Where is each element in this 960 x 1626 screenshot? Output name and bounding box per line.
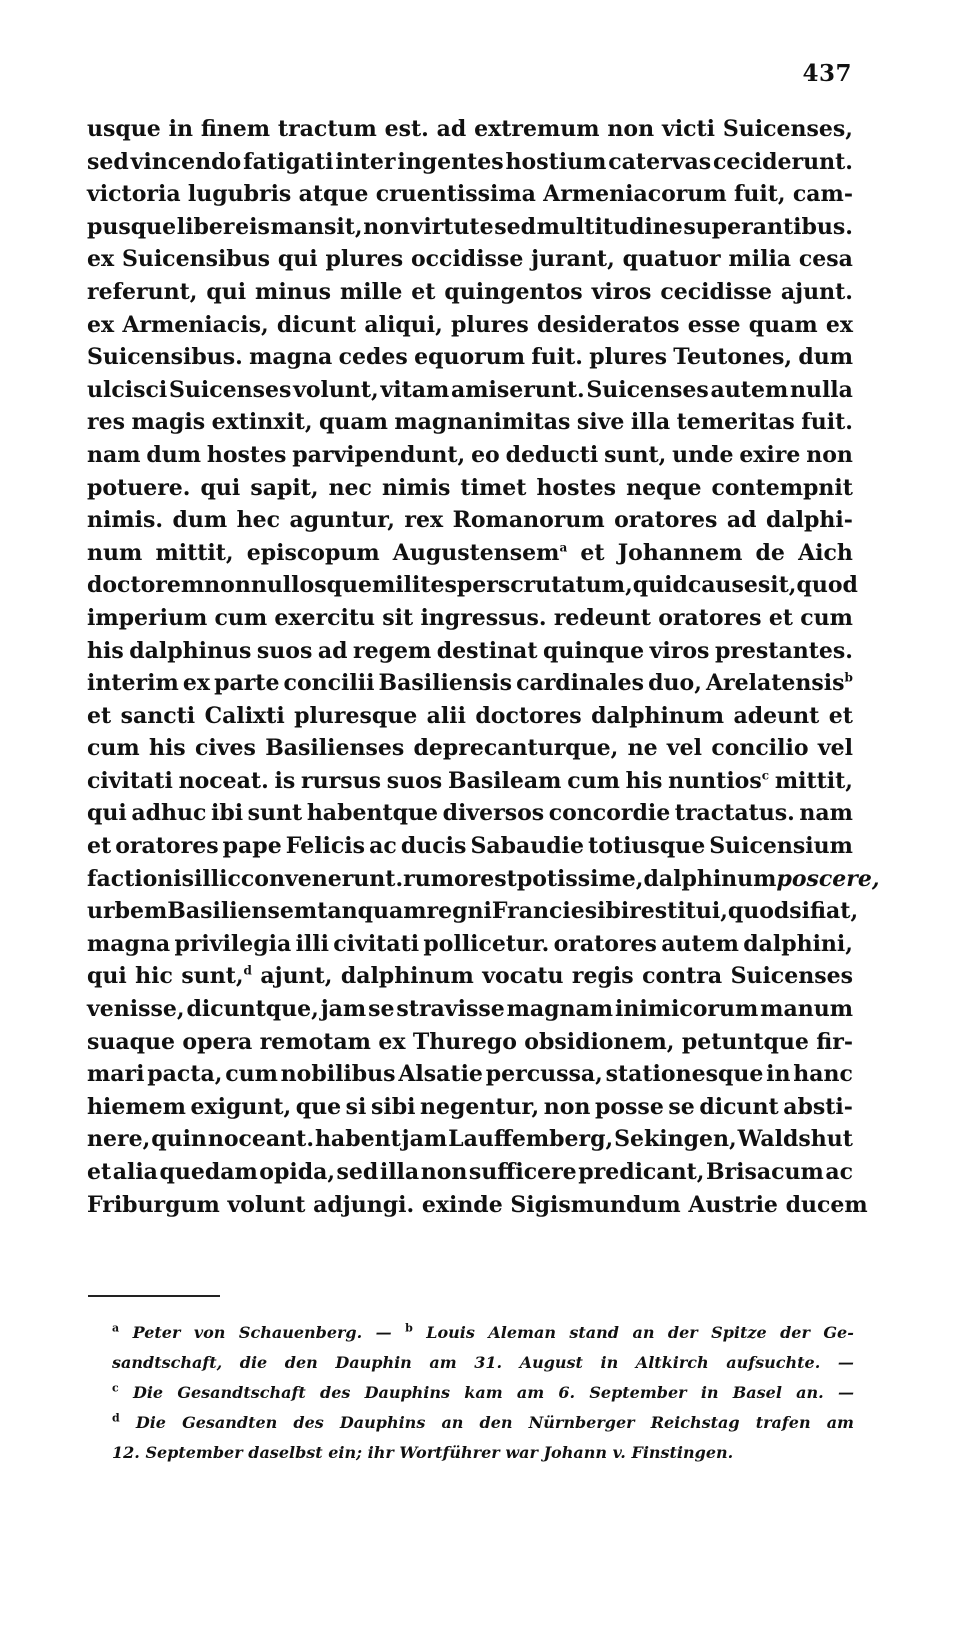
text-line: hiemem exigunt, que si sibi negentur, non posse se dicunt absti-: [87, 1093, 853, 1120]
text-line: nere, quin noceant. habent jam Lauffemberg, Sekingen, Waldshut: [87, 1126, 853, 1153]
text-line: cum his cives Basilienses deprecanturque, ne vel concilio vel: [87, 735, 853, 762]
text-line: qui hic sunt,$^d$ ajunt, dalphinum vocatu regis contra Suicenses: [87, 963, 853, 990]
footnote-line: $^a$ Peter von Schauenberg. — $^b$ Louis Aleman stand an der Spitze der Ge-: [112, 1321, 854, 1342]
text-line: victoria lugubris atque cruentissima Armeniacorum fuit, cam-: [87, 181, 853, 208]
text-line: num mittit, episcopum Augustensem$^a$ et Johannem de Aich: [87, 539, 853, 566]
text-line: potuere. qui sapit, nec nimis timet hostes neque contempnit: [87, 474, 853, 501]
footnotes: [112, 1318, 854, 1468]
text-line: nimis. dum hec aguntur, rex Romanorum oratores ad dalphi-: [87, 507, 853, 534]
text-line: urbem Basiliensem tanquam regni Francie sibi restitui, quod si fiat,: [87, 898, 859, 925]
text-line: qui adhuc ibi sunt habentque diversos concordie tractatus. nam: [87, 800, 853, 827]
text-line: civitati noceat. is rursus suos Basileam cum his nuntios$^c$ mittit,: [87, 767, 853, 794]
text-line: pusque liber eis mansit, non virtute sed multitudine superantibus.: [87, 213, 853, 240]
text-line: Friburgum volunt adjungi. exinde Sigismundum Austrie ducem: [87, 1191, 868, 1218]
text-line: imperium cum exercitu sit ingressus. redeunt oratores et cum: [87, 604, 853, 631]
page-number: 437: [802, 60, 852, 87]
text-line: referunt, qui minus mille et quingentos viros cecidisse ajunt.: [87, 278, 853, 305]
text-line: nam dum hostes parvipendunt, eo deducti sunt, unde exire non: [87, 441, 853, 468]
text-line: res magis extinxit, quam magnanimitas sive illa temeritas fuit.: [87, 409, 853, 436]
text-line: Suicensibus. magna cedes equorum fuit. plures Teutones, dum: [87, 344, 853, 371]
text-line: suaque opera remotam ex Thurego obsidionem, petuntque fir-: [87, 1028, 853, 1055]
text-line: mari pacta, cum nobilibus Alsatie percussa, stationesque in hanc: [87, 1061, 853, 1088]
text-line: ex Suicensibus qui plures occidisse jurant, quatuor milia cesa: [87, 246, 853, 273]
text-line: interim ex parte concilii Basiliensis cardinales duo, Arelatensis$^b$: [87, 670, 853, 697]
text-line: his dalphinus suos ad regem destinat quinque viros prestantes.: [87, 637, 853, 664]
text-line: magna privilegia illi civitati pollicetur. oratores autem dalphini,: [87, 930, 853, 957]
text-line: venisse, dicuntque, jam se stravisse magnam inimicorum manum: [87, 996, 853, 1023]
text-line: sed vincendo fatigati inter ingentes hostium catervas ceciderunt.: [87, 148, 853, 175]
text-line: usque in finem tractum est. ad extremum non victi Suicenses,: [87, 116, 853, 142]
text-line: doctorem nonnullosque milites perscrutatum, quid cause sit, quod: [87, 572, 858, 599]
footnote-line: $^c$ Die Gesandtschaft des Dauphins kam am 6. September in Basel an. —: [112, 1381, 854, 1402]
text-line: factionis illic convenerunt. rumor est potissime, dalphinum poscere,: [87, 865, 880, 892]
text-line: ex Armeniacis, dicunt aliqui, plures desideratos esse quam ex: [87, 311, 853, 338]
footnote-line: 12. September daselbst ein; ihr Wortführer war Johann v. Finstingen.: [112, 1443, 734, 1462]
text-line: et oratores pape Felicis ac ducis Sabaudie totiusque Suicensium: [87, 833, 853, 860]
footnote-line: $^d$ Die Gesandten des Dauphins an den Nürnberger Reichstag trafen am: [112, 1411, 854, 1432]
footnote-divider: [88, 1295, 220, 1297]
main-text: [87, 113, 880, 1221]
footnote-line: sandtschaft, die den Dauphin am 31. August in Altkirch aufsuchte. —: [112, 1353, 854, 1372]
text-line: ulcisci Suicenses volunt, vitam amiserunt. Suicenses autem nulla: [87, 376, 853, 403]
text-line: et alia quedam opida, sed illa non sufficere predicant, Brisacum ac: [87, 1159, 853, 1185]
text-line: et sancti Calixti pluresque alii doctores dalphinum adeunt et: [87, 702, 853, 729]
